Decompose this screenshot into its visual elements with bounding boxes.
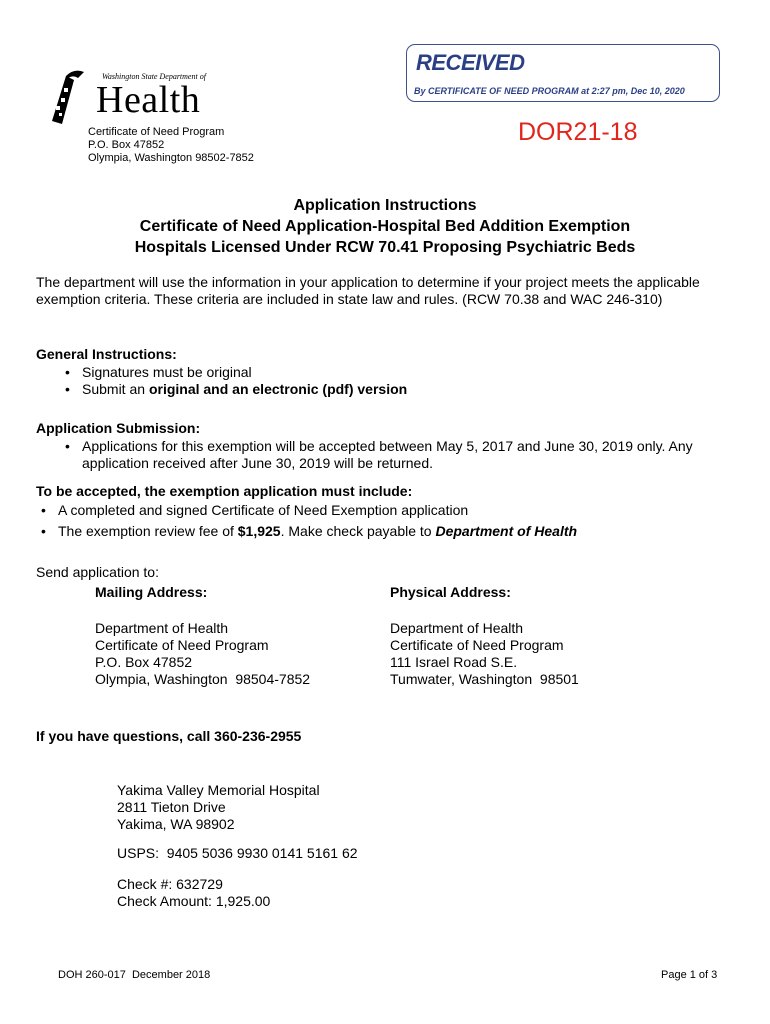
general-instructions-list [82,364,407,398]
address-line: 2811 Tieton Drive [117,799,226,815]
usps-tracking: USPS: 9405 5036 9930 0141 5161 62 [117,845,358,861]
application-submission-list [82,438,732,472]
program-address [88,126,254,165]
mailing-address-heading: Mailing Address: [95,584,208,600]
address-line: Olympia, Washington 98504-7852 [95,671,311,687]
general-instructions-heading: General Instructions: [36,346,177,362]
list-item: • A completed and signed Certificate of Need Exemption application [58,502,577,519]
title-line: Application Instructions [293,197,477,214]
address-line: Certificate of Need Program [88,126,225,138]
list-item: • Signatures must be original [82,364,407,381]
title-line: Certificate of Need Application-Hospital Bed Addition Exemption [139,218,631,235]
logo-wordmark: Health [96,79,201,121]
address-line: Certificate of Need Program [390,637,564,653]
send-application-label: Send application to: [36,564,159,580]
page-number: Page 1 of 3 [661,969,718,981]
address-line: Yakima, WA 98902 [117,816,235,832]
list-item: • The exemption review fee of $1,925. Make check payable to Department of Health [58,523,577,540]
check-number: Check #: 632729 [117,876,223,892]
address-line: Department of Health [95,620,229,636]
title-line: Hospitals Licensed Under RCW 70.41 Proposing Psychiatric Beds [134,239,636,256]
acceptance-heading: To be accepted, the exemption application must include: [36,483,413,499]
address-line: Tumwater, Washington 98501 [390,671,579,687]
logo-agency-text: Washington State Department of [102,72,206,81]
address-line: P.O. Box 47852 [95,654,193,670]
address-line: Certificate of Need Program [95,637,269,653]
intro-paragraph: The department will use the information in your application to determine if your project meets the applicable exemption criteria. These criteria are included in state law and rules. (RCW 70.38 and WAC 246-310) [36,274,700,307]
check-amount: Check Amount: 1,925.00 [117,893,271,909]
document-number: DOR21-18 [518,118,638,146]
application-submission-heading: Application Submission: [36,420,201,436]
physical-address-heading: Physical Address: [390,584,511,600]
page-title [0,195,770,258]
mailing-address [95,620,310,688]
address-line: P.O. Box 47852 [88,139,165,151]
physical-address [390,620,579,688]
check-details [117,876,270,910]
form-number: DOH 260-017 December 2018 [58,969,211,981]
address-line: Department of Health [390,620,524,636]
list-item: • Submit an original and an electronic (pdf) version [82,381,407,398]
received-stamp-title: RECEIVED [416,50,525,75]
list-item: • Applications for this exemption will be accepted between May 5, 2017 and June 30, 2019 only. Any application received after June 30, 2019 will be returned. [82,438,732,472]
address-line: 111 Israel Road S.E. [390,654,518,670]
questions-contact: If you have questions, call 360-236-2955 [36,728,302,744]
address-line: Olympia, Washington 98502-7852 [88,152,254,164]
acceptance-list [58,502,577,544]
received-stamp-subtitle: By CERTIFICATE OF NEED PROGRAM at 2:27 pm, Dec 10, 2020 [414,86,685,96]
recipient-address [117,782,320,833]
address-line: Yakima Valley Memorial Hospital [117,782,320,798]
